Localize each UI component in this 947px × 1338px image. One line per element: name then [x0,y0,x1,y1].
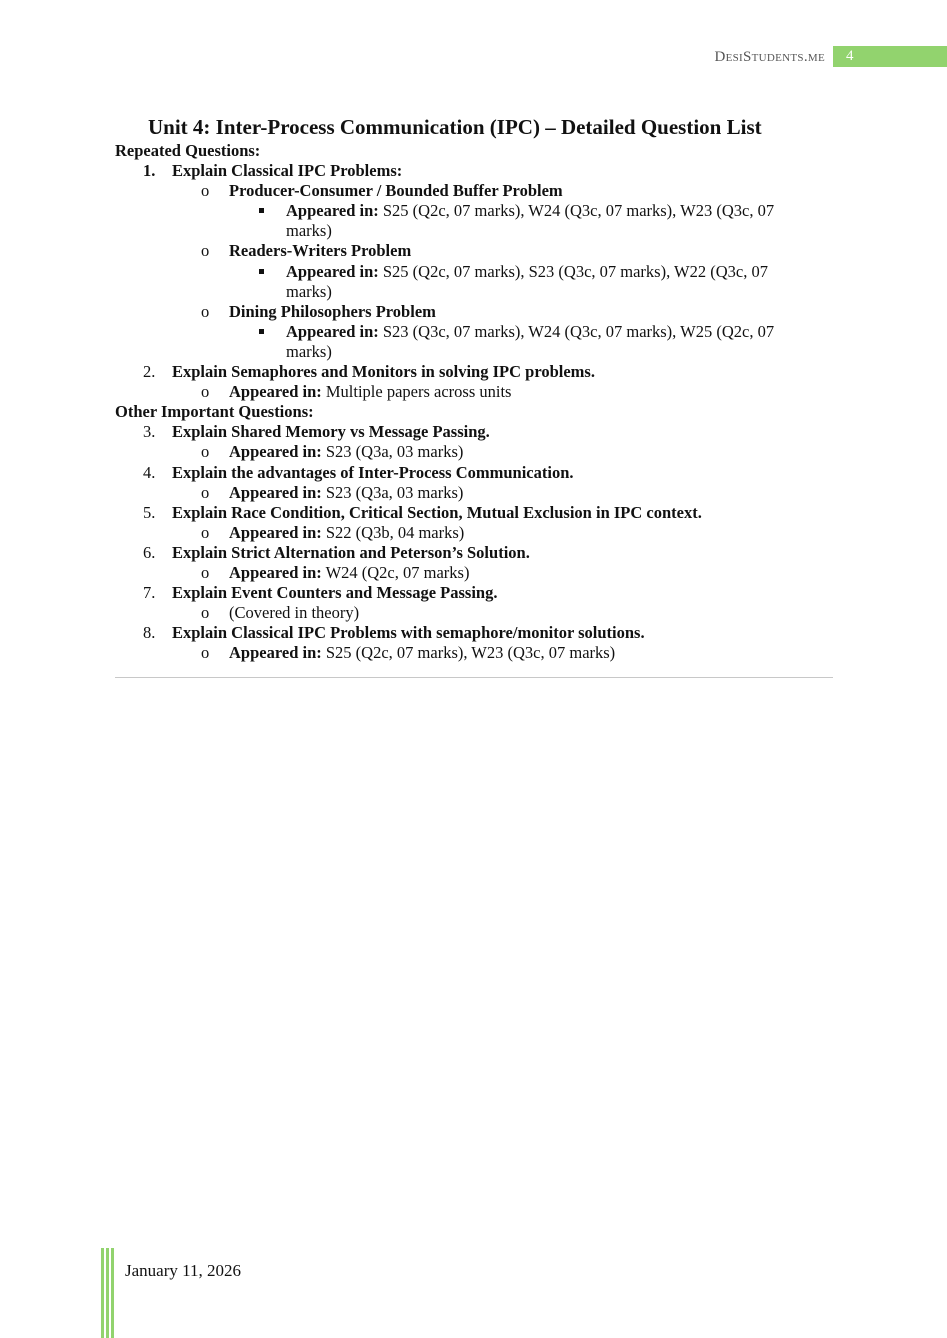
question-8 [115,623,835,643]
document-body [115,114,835,663]
appeared-value: S25 (Q2c, 07 marks), W23 (Q3c, 07 marks) [325,643,616,663]
sub-item-dining-philosophers [115,302,835,322]
appeared-in-entry [115,382,835,402]
appeared-label: Appeared in: [229,382,322,402]
appeared-value: W24 (Q2c, 07 marks) [325,562,470,582]
appeared-in-entry [115,262,835,302]
question-text: Explain the advantages of Inter-Process Communication. [172,462,574,482]
appeared-in-entry [115,201,835,241]
question-text: Explain Semaphores and Monitors in solving IPC problems. [172,362,595,382]
page-title: Unit 4: Inter-Process Communication (IPC) – Detailed Question List [148,115,762,139]
question-number: 5. [143,502,156,522]
appeared-value: S22 (Q3b, 04 marks) [325,522,465,542]
question-number: 3. [143,422,156,442]
appeared-label: Appeared in: [286,261,379,281]
accent-bar [101,1248,104,1338]
sub-item-label: Dining Philosophers Problem [229,301,436,321]
question-text: Explain Classical IPC Problems with semaphore/monitor solutions. [172,623,645,643]
appeared-in-entry [115,643,835,663]
circle-bullet-icon: o [201,522,210,542]
question-2 [115,362,835,382]
question-text: Explain Race Condition, Critical Section, Mutual Exclusion in IPC context. [172,502,702,522]
question-number: 6. [143,542,156,562]
question-number: 2. [143,362,156,382]
section-heading-other: Other Important Questions: [115,402,314,422]
question-number: 4. [143,462,156,482]
circle-bullet-icon: o [201,301,210,321]
question-3 [115,422,835,442]
question-1 [115,161,835,181]
appeared-value: S23 (Q3a, 03 marks) [325,482,464,502]
circle-bullet-icon: o [201,181,210,201]
question-number: 7. [143,583,156,603]
appeared-in-entry [115,603,835,623]
horizontal-divider [115,677,833,678]
appeared-label: Appeared in: [229,482,322,502]
accent-bar [111,1248,114,1338]
appeared-label: Appeared in: [229,522,322,542]
circle-bullet-icon: o [201,482,210,502]
sub-item-readers-writers [115,241,835,261]
sub-item-label: Readers-Writers Problem [229,241,412,261]
circle-bullet-icon: o [201,643,210,663]
appeared-in-entry [115,523,835,543]
page-number-badge: 4 [833,46,947,67]
appeared-label: Appeared in: [286,321,379,341]
appeared-value: S23 (Q3a, 03 marks) [325,442,464,462]
section-heading-repeated: Repeated Questions: [115,141,261,160]
question-text: Explain Classical IPC Problems: [172,161,403,181]
appeared-in-entry [115,563,835,583]
appeared-value: S25 (Q2c, 07 marks), W24 (Q3c, 07 marks), W23 (Q3c, 07 marks) [286,201,775,241]
appeared-value: S23 (Q3c, 07 marks), W24 (Q3c, 07 marks), W25 (Q2c, 07 marks) [286,321,775,361]
question-text: Explain Event Counters and Message Passing. [172,583,498,603]
appeared-label: Appeared in: [229,562,322,582]
question-text: Explain Shared Memory vs Message Passing. [172,422,490,442]
square-bullet-icon [259,269,264,274]
question-number: 8. [143,623,156,643]
appeared-in-entry [115,322,835,362]
appeared-in-entry [115,442,835,462]
square-bullet-icon [259,208,264,213]
appeared-value: Multiple papers across units [325,382,512,402]
header-site-name: DesiStudents.me [714,49,825,65]
circle-bullet-icon: o [201,562,210,582]
question-text: Explain Strict Alternation and Peterson’s Solution. [172,542,530,562]
circle-bullet-icon: o [201,382,210,402]
circle-bullet-icon: o [201,241,210,261]
question-5 [115,503,835,523]
appeared-label: Appeared in: [286,201,379,221]
question-number: 1. [143,161,156,181]
question-4 [115,463,835,483]
appeared-value: (Covered in theory) [229,603,360,623]
question-6 [115,543,835,563]
circle-bullet-icon: o [201,603,210,623]
square-bullet-icon [259,329,264,334]
question-7 [115,583,835,603]
appeared-in-entry [115,483,835,503]
sub-item-label: Producer-Consumer / Bounded Buffer Problem [229,181,563,201]
appeared-label: Appeared in: [229,442,322,462]
footer-date: January 11, 2026 [125,1261,241,1280]
appeared-label: Appeared in: [229,643,322,663]
accent-bar [106,1248,109,1338]
sub-item-producer-consumer [115,181,835,201]
circle-bullet-icon: o [201,442,210,462]
appeared-value: S25 (Q2c, 07 marks), S23 (Q3c, 07 marks), W22 (Q3c, 07 marks) [286,261,768,301]
footer-accent-bars [101,1248,115,1338]
